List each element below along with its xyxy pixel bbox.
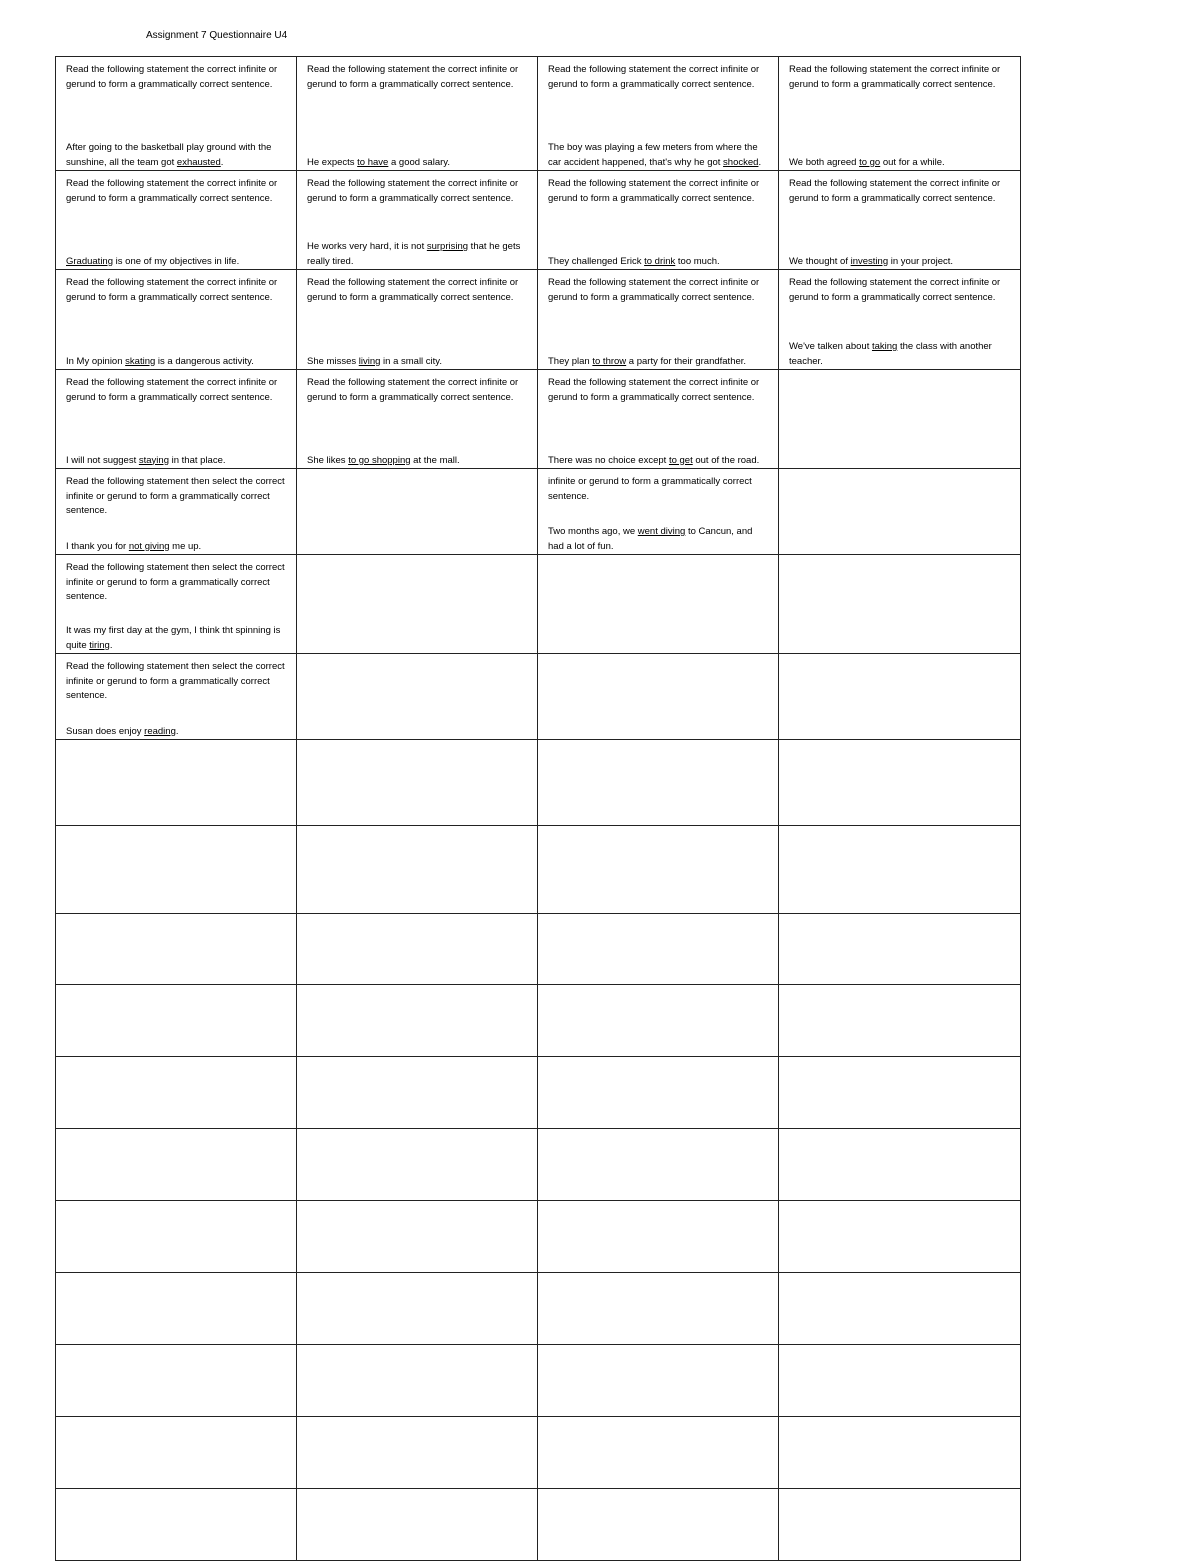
question-cell xyxy=(538,1345,779,1417)
question-cell xyxy=(538,171,779,270)
question-sentence xyxy=(66,255,286,270)
question-cell xyxy=(56,1201,297,1273)
sentence-before: I will not suggest xyxy=(66,454,139,466)
question-sentence xyxy=(66,454,286,469)
question-cell xyxy=(779,1129,1021,1201)
question-cell xyxy=(538,1129,779,1201)
sentence-after: the class with another teacher. xyxy=(789,341,992,367)
question-block xyxy=(66,276,286,369)
question-cell xyxy=(538,1201,779,1273)
question-sentence xyxy=(307,454,527,469)
sentence-after: . xyxy=(220,156,224,168)
question-cell xyxy=(56,914,297,985)
question-instruction: Read the following statement the correct infinite or gerund to form a grammatically correct sentence. xyxy=(66,64,278,90)
sentence-before: After going to the basketball play ground with the sunshine, all the team got xyxy=(66,142,272,168)
table-row xyxy=(56,57,1021,171)
sentence-answer: taking xyxy=(871,341,898,352)
question-sentence xyxy=(307,355,527,370)
sentence-answer: not giving xyxy=(128,540,170,552)
sentence-after: . xyxy=(175,725,179,737)
sentence-before: We've talken about xyxy=(789,341,872,352)
question-cell xyxy=(779,1273,1021,1345)
question-block xyxy=(66,376,286,468)
question-block xyxy=(66,660,286,739)
question-cell xyxy=(297,1057,538,1129)
sentence-before: Two months ago, we xyxy=(548,526,638,537)
question-instruction: Read the following statement the correct infinite or gerund to form a grammatically correct sentence. xyxy=(548,64,760,90)
sentence-answer: staying xyxy=(138,454,169,466)
question-block xyxy=(66,177,286,269)
question-cell xyxy=(779,555,1021,654)
question-cell xyxy=(56,1057,297,1129)
question-cell xyxy=(538,985,779,1057)
question-cell xyxy=(538,1057,779,1129)
sentence-after: in that place. xyxy=(168,454,226,466)
question-cell xyxy=(297,1129,538,1201)
sentence-answer: went diving xyxy=(637,526,686,537)
sentence-after: at the mall. xyxy=(410,454,460,466)
sentence-answer: exhausted xyxy=(176,156,221,168)
sentence-before: They challenged Erick xyxy=(548,255,645,267)
sentence-answer: to drink xyxy=(644,255,676,267)
document-title: Assignment 7 Questionnaire U4 xyxy=(146,30,288,41)
question-block xyxy=(789,63,1010,170)
question-cell xyxy=(538,654,779,740)
table-row xyxy=(56,1057,1021,1129)
question-cell xyxy=(297,555,538,654)
question-sentence xyxy=(66,540,286,555)
question-cell xyxy=(779,469,1021,555)
question-instruction: Read the following statement the correct infinite or gerund to form a grammatically correct sentence. xyxy=(789,178,1001,204)
question-block xyxy=(307,276,527,369)
table-row xyxy=(56,654,1021,740)
sentence-answer: to go xyxy=(859,156,881,168)
table-row xyxy=(56,914,1021,985)
question-block xyxy=(548,276,768,369)
table-row xyxy=(56,1201,1021,1273)
sentence-before: It was my first day at the gym, I think tht spinning is quite xyxy=(66,625,281,651)
sentence-before: He works very hard, it is not xyxy=(307,241,427,252)
question-cell xyxy=(779,57,1021,171)
table-row xyxy=(56,1273,1021,1345)
question-sentence xyxy=(66,725,286,740)
sentence-after: out of the road. xyxy=(692,454,760,466)
question-instruction: Read the following statement the correct infinite or gerund to form a grammatically correct sentence. xyxy=(307,178,519,204)
sentence-after: . xyxy=(758,156,762,168)
question-cell xyxy=(297,469,538,555)
question-cell xyxy=(56,469,297,555)
question-cell xyxy=(297,270,538,370)
table-row xyxy=(56,985,1021,1057)
question-cell xyxy=(779,1201,1021,1273)
sentence-before: She likes xyxy=(307,454,349,466)
question-block xyxy=(66,63,286,170)
sentence-answer: to get xyxy=(668,454,693,466)
question-cell xyxy=(297,1201,538,1273)
sentence-after: a party for their grandfather. xyxy=(626,355,747,367)
table-row xyxy=(56,740,1021,826)
table-row xyxy=(56,1489,1021,1561)
question-instruction: Read the following statement the correct infinite or gerund to form a grammatically correct sentence. xyxy=(66,377,278,403)
question-instruction: Read the following statement the correct infinite or gerund to form a grammatically correct sentence. xyxy=(307,64,519,90)
question-instruction: Read the following statement the correct infinite or gerund to form a grammatically correct sentence. xyxy=(548,178,760,204)
question-cell xyxy=(779,826,1021,914)
question-cell xyxy=(56,985,297,1057)
question-cell xyxy=(297,826,538,914)
question-cell xyxy=(56,654,297,740)
table-row xyxy=(56,826,1021,914)
sentence-after: in a small city. xyxy=(380,355,442,367)
table-row xyxy=(56,1345,1021,1417)
question-cell xyxy=(297,57,538,171)
question-block xyxy=(789,177,1010,269)
sentence-answer: shocked xyxy=(723,156,759,168)
sentence-before: I thank you for xyxy=(66,540,129,552)
table-row xyxy=(56,469,1021,555)
question-cell xyxy=(297,654,538,740)
question-cell xyxy=(779,914,1021,985)
question-cell xyxy=(779,654,1021,740)
sentence-before: The boy was playing a few meters from where the car accident happened, that's why he got xyxy=(548,142,758,168)
question-sentence xyxy=(548,141,768,170)
table-row xyxy=(56,1129,1021,1201)
question-instruction: Read the following statement the correct infinite or gerund to form a grammatically correct sentence. xyxy=(789,277,1001,303)
sentence-after: is one of my objectives in life. xyxy=(113,255,240,267)
question-cell xyxy=(297,1417,538,1489)
question-sentence xyxy=(548,255,768,270)
question-block xyxy=(548,63,768,170)
questionnaire-table-body xyxy=(56,57,1021,1561)
question-instruction: Read the following statement then select the correct infinite or gerund to form a grammatically correct sentence. xyxy=(66,562,285,602)
sentence-answer: skating xyxy=(125,355,156,367)
question-cell xyxy=(779,740,1021,826)
question-cell xyxy=(538,57,779,171)
question-instruction: Read the following statement then select the correct infinite or gerund to form a grammatically correct sentence. xyxy=(66,661,285,701)
question-instruction: Read the following statement the correct infinite or gerund to form a grammatically correct sentence. xyxy=(66,178,278,204)
question-instruction: Read the following statement the correct infinite or gerund to form a grammatically correct sentence. xyxy=(307,377,519,403)
question-cell xyxy=(538,740,779,826)
sentence-after: too much. xyxy=(675,255,720,267)
question-block xyxy=(66,561,286,653)
question-cell xyxy=(297,171,538,270)
question-instruction: Read the following statement the correct infinite or gerund to form a grammatically correct sentence. xyxy=(789,64,1001,90)
sentence-before: She misses xyxy=(307,355,359,367)
question-block xyxy=(307,376,527,468)
question-block xyxy=(548,177,768,269)
question-instruction: Read the following statement then select the correct infinite or gerund to form a grammatically correct sentence. xyxy=(66,476,285,516)
question-instruction: Read the following statement the correct infinite or gerund to form a grammatically correct sentence. xyxy=(548,377,760,403)
question-cell xyxy=(56,826,297,914)
sentence-answer: investing xyxy=(850,255,889,267)
question-sentence xyxy=(66,624,286,653)
question-cell xyxy=(779,1489,1021,1561)
question-cell xyxy=(297,914,538,985)
question-instruction: Read the following statement the correct infinite or gerund to form a grammatically correct sentence. xyxy=(548,277,760,303)
question-cell xyxy=(779,270,1021,370)
sentence-before: He expects xyxy=(307,156,358,168)
sentence-before: We thought of xyxy=(789,255,851,267)
question-block xyxy=(789,276,1010,369)
question-cell xyxy=(56,370,297,469)
question-block xyxy=(66,475,286,554)
question-cell xyxy=(56,57,297,171)
sentence-before: They plan xyxy=(548,355,593,367)
questionnaire-table xyxy=(55,56,1021,1561)
sentence-answer: living xyxy=(358,355,381,367)
table-row xyxy=(56,370,1021,469)
question-cell xyxy=(56,1345,297,1417)
question-sentence xyxy=(307,156,527,171)
question-sentence xyxy=(789,156,1010,171)
question-cell xyxy=(538,469,779,555)
sentence-after: . xyxy=(109,639,113,651)
question-cell xyxy=(56,1129,297,1201)
question-cell xyxy=(538,1273,779,1345)
question-cell xyxy=(538,1489,779,1561)
sentence-after: to Cancun, and had a lot of fun. xyxy=(548,526,753,552)
sentence-after: is a dangerous activity. xyxy=(155,355,254,367)
sentence-after: a good salary. xyxy=(388,156,450,168)
question-block xyxy=(548,475,768,554)
sentence-after: me up. xyxy=(169,540,202,552)
sentence-before: In My opinion xyxy=(66,355,126,367)
question-cell xyxy=(297,370,538,469)
question-cell xyxy=(779,1345,1021,1417)
question-cell xyxy=(297,985,538,1057)
question-cell xyxy=(538,270,779,370)
question-cell xyxy=(56,555,297,654)
question-block xyxy=(307,177,527,269)
question-cell xyxy=(297,740,538,826)
question-cell xyxy=(779,1057,1021,1129)
question-cell xyxy=(779,171,1021,270)
sentence-answer: reading xyxy=(144,725,176,737)
sentence-after: out for a while. xyxy=(880,156,945,168)
question-cell xyxy=(538,826,779,914)
question-cell xyxy=(538,914,779,985)
question-sentence xyxy=(66,355,286,370)
question-instruction: Read the following statement the correct infinite or gerund to form a grammatically correct sentence. xyxy=(66,277,278,303)
question-cell xyxy=(297,1345,538,1417)
question-cell xyxy=(779,1417,1021,1489)
question-sentence xyxy=(548,355,768,370)
question-cell xyxy=(297,1273,538,1345)
question-cell xyxy=(56,171,297,270)
sentence-after: in your project. xyxy=(888,255,954,267)
question-sentence xyxy=(66,141,286,170)
table-row xyxy=(56,270,1021,370)
question-cell xyxy=(56,1273,297,1345)
sentence-before: There was no choice except xyxy=(548,454,669,466)
question-cell xyxy=(538,1417,779,1489)
question-sentence xyxy=(548,525,768,554)
question-cell xyxy=(56,740,297,826)
table-row xyxy=(56,1417,1021,1489)
question-cell xyxy=(779,370,1021,469)
question-block xyxy=(307,63,527,170)
sentence-before: Susan does enjoy xyxy=(66,725,145,737)
question-sentence xyxy=(789,255,1010,270)
table-row xyxy=(56,171,1021,270)
question-block xyxy=(548,376,768,468)
question-sentence xyxy=(307,240,527,269)
question-instruction: Read the following statement the correct infinite or gerund to form a grammatically correct sentence. xyxy=(307,277,519,303)
table-row xyxy=(56,555,1021,654)
question-cell xyxy=(538,555,779,654)
question-cell xyxy=(297,1489,538,1561)
question-instruction: infinite or gerund to form a grammatically correct sentence. xyxy=(548,476,752,502)
sentence-answer: to throw xyxy=(592,355,627,367)
sentence-answer: surprising xyxy=(426,241,469,252)
question-cell xyxy=(56,1489,297,1561)
question-cell xyxy=(56,270,297,370)
question-sentence xyxy=(548,454,768,469)
question-sentence xyxy=(789,340,1010,369)
sentence-answer: to go shopping xyxy=(348,454,411,466)
sentence-before: We both agreed xyxy=(789,156,860,168)
sentence-answer: tiring xyxy=(89,639,110,651)
sentence-answer: to have xyxy=(357,156,389,168)
sentence-after: that he gets really tired. xyxy=(307,241,521,267)
question-cell xyxy=(779,985,1021,1057)
question-cell xyxy=(56,1417,297,1489)
question-cell xyxy=(538,370,779,469)
sentence-answer: Graduating xyxy=(66,255,114,267)
